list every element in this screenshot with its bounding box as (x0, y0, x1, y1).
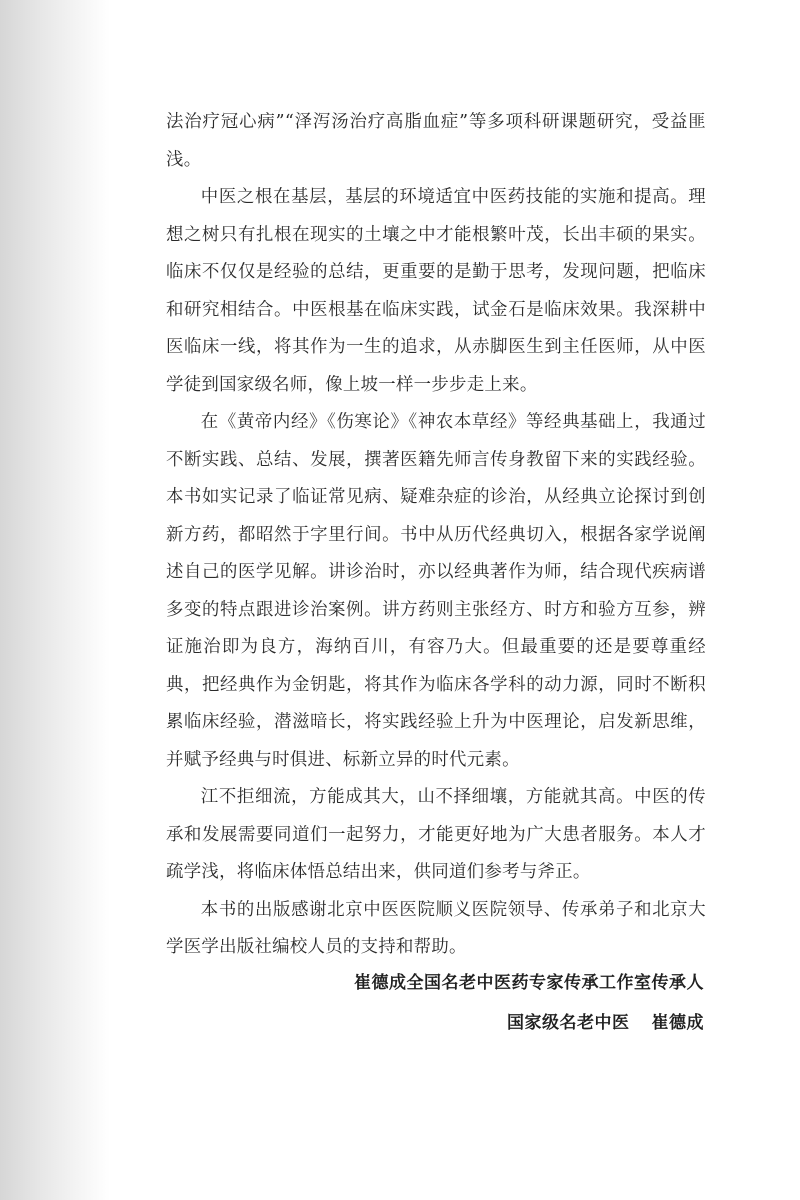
page-gutter-shadow (0, 0, 110, 1200)
paragraph-2: 中医之根在基层，基层的环境适宜中医药技能的实施和提高。理想之树只有扎根在现实的土壤之中才能根繁叶茂，长出丰硕的果实。临床不仅仅是经验的总结，更重要的是勤于思考，发现问题，把临床和研究相结合。中医根基在临床实践，试金石是临床效果。我深耕中医临床一线，将其作为一生的追求，从赤脚医生到主任医师，从中医学徒到国家级名师，像上坡一样一步步走上来。 (166, 187, 706, 395)
paragraph-4: 江不拒细流，方能成其大，山不择细壤，方能就其高。中医的传承和发展需要同道们一起努力，才能更好地为广大患者服务。本人才疏学浅，将临床体悟总结出来，供同道们参考与斧正。 (166, 787, 706, 882)
signature-line-1 (144, 968, 704, 993)
signature-line-2 (144, 1008, 704, 1033)
paragraph-5: 本书的出版感谢北京中医医院顺义医院领导、传承弟子和北京大学医学出版社编校人员的支持和帮助。 (166, 899, 706, 957)
signature-affiliation: 崔德成全国名老中医药专家传承工作室传承人 (354, 973, 704, 993)
paragraph-3: 在《黄帝内经》《伤寒论》《神农本草经》等经典基础上，我通过不断实践、总结、发展，撰著医籍先师言传身教留下来的实践经验。本书如实记录了临证常见病、疑难杂症的诊治，从经典立论探讨到创新方药，都昭然于字里行间。书中从历代经典切入，根据各家学说阐述自己的医学见解。讲诊治时，亦以经典著作为师，结合现代疾病谱多变的特点跟进诊治案例。讲方药则主张经方、时方和验方互参，辨证施治即为良方，海纳百川，有容乃大。但最重要的还是要尊重经典，把经典作为金钥匙，将其作为临床各学科的动力源，同时不断积累临床经验，潜滋暗长，将实践经验上升为中医理论，启发新思维，并赋予经典与时俱进、标新立异的时代元素。 (166, 412, 706, 770)
paragraph-1: 法治疗冠心病”“泽泻汤治疗高脂血症”等多项科研课题研究，受益匪浅。 (166, 112, 706, 170)
signature-title: 国家级名老中医 (507, 1013, 630, 1033)
body-text (166, 104, 706, 967)
signature-name: 崔德成 (651, 1013, 704, 1033)
